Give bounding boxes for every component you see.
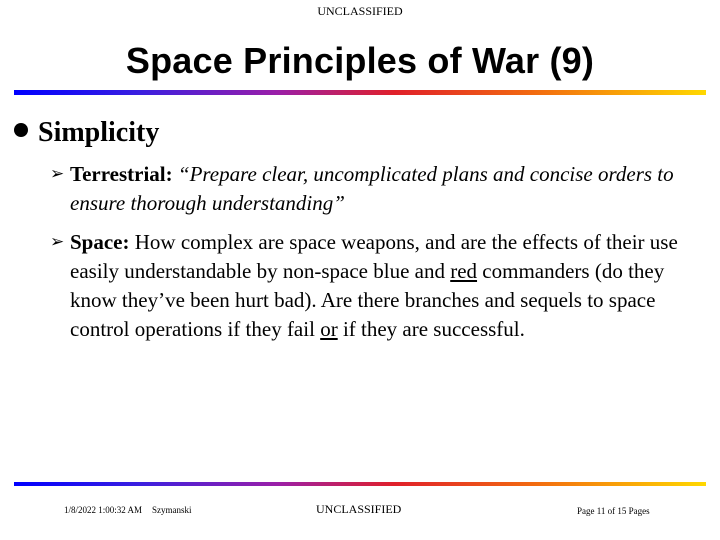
footer-meta xyxy=(64,505,192,515)
footer-author: Szymanski xyxy=(152,505,192,515)
sub-bullet-body-part2: commanders (do they know they’ve been hurt bad). Are there branches and sequels to space control operations if they fail xyxy=(70,259,665,341)
sub-bullet-lead: Terrestrial: xyxy=(70,162,173,186)
sub-bullet-text xyxy=(50,160,700,218)
main-bullet xyxy=(14,117,159,149)
sub-bullet-body-part3: if they are successful. xyxy=(337,317,525,341)
title-divider xyxy=(14,90,706,95)
sub-bullet-text xyxy=(50,228,700,344)
page-number: Page 11 of 15 Pages xyxy=(577,506,650,516)
main-bullet-label: Simplicity xyxy=(38,117,160,148)
sub-bullet-lead: Space: xyxy=(70,230,130,254)
sub-bullet-terrestrial xyxy=(50,160,700,218)
underlined-word-red: red xyxy=(450,259,478,283)
underlined-word-or: or xyxy=(320,317,338,341)
arrow-bullet-icon: ➢ xyxy=(50,164,65,184)
footer-timestamp: 1/8/2022 1:00:32 AM xyxy=(64,505,143,515)
bullet-dot-icon xyxy=(14,123,28,137)
footer-divider xyxy=(14,482,706,486)
classification-banner-top: UNCLASSIFIED xyxy=(317,4,403,18)
sub-bullet-space xyxy=(50,228,700,344)
sub-bullet-body: “Prepare clear, uncomplicated plans and concise orders to ensure thorough understanding” xyxy=(70,162,674,215)
arrow-bullet-icon: ➢ xyxy=(50,232,65,252)
slide-title: Space Principles of War (9) xyxy=(125,40,595,81)
sub-bullet-body-part1: How complex are space weapons, and are the effects of their use easily understandable by non-space blue and xyxy=(70,230,678,283)
classification-banner-bottom: UNCLASSIFIED xyxy=(316,502,402,516)
